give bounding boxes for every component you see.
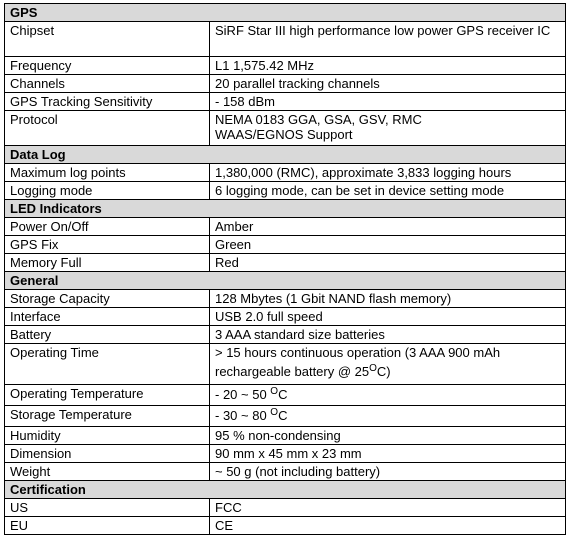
row-label: Humidity: [5, 427, 210, 445]
row-value-line: [215, 360, 561, 384]
section-title: LED Indicators: [5, 200, 566, 218]
row-label: Channels: [5, 75, 210, 93]
section-led: [5, 200, 566, 218]
row-maxlog: [5, 164, 566, 182]
row-stotemp: [5, 406, 566, 427]
section-datalog: [5, 146, 566, 164]
row-label: Dimension: [5, 445, 210, 463]
section-certification: [5, 481, 566, 499]
row-value: [210, 385, 566, 406]
degree-superscript: O: [369, 363, 377, 374]
row-label: Weight: [5, 463, 210, 481]
row-value-line: WAAS/EGNOS Support: [215, 127, 353, 142]
row-value: - 158 dBm: [210, 93, 566, 111]
row-dimension: [5, 445, 566, 463]
degree-superscript: O: [270, 407, 279, 418]
row-value: [210, 111, 566, 146]
section-title: Data Log: [5, 146, 566, 164]
row-battery: [5, 326, 566, 344]
row-label: US: [5, 499, 210, 517]
value-text: C): [376, 364, 391, 379]
row-value: L1 1,575.42 MHz: [210, 57, 566, 75]
row-frequency: [5, 57, 566, 75]
value-text: rechargeable battery @ 25: [215, 364, 370, 379]
row-label: Storage Temperature: [5, 406, 210, 427]
row-value-line: NEMA 0183 GGA, GSA, GSV, RMC: [215, 112, 422, 127]
row-value: CE: [210, 517, 566, 535]
row-value: SiRF Star III high performance low power GPS receiver IC: [210, 22, 566, 57]
row-interface: [5, 308, 566, 326]
row-label: Interface: [5, 308, 210, 326]
row-label: GPS Fix: [5, 236, 210, 254]
section-title: General: [5, 272, 566, 290]
row-value: USB 2.0 full speed: [210, 308, 566, 326]
row-logmode: [5, 182, 566, 200]
row-us: [5, 499, 566, 517]
row-value: Red: [210, 254, 566, 272]
row-eu: [5, 517, 566, 535]
row-sensitivity: [5, 93, 566, 111]
row-value: 90 mm x 45 mm x 23 mm: [210, 445, 566, 463]
row-label: Logging mode: [5, 182, 210, 200]
value-text: C: [278, 387, 288, 402]
row-value: 95 % non-condensing: [210, 427, 566, 445]
row-value: FCC: [210, 499, 566, 517]
row-label: Power On/Off: [5, 218, 210, 236]
row-value: 3 AAA standard size batteries: [210, 326, 566, 344]
row-label: Operating Time: [5, 344, 210, 385]
row-label: Operating Temperature: [5, 385, 210, 406]
row-humidity: [5, 427, 566, 445]
row-value: Amber: [210, 218, 566, 236]
row-label: Battery: [5, 326, 210, 344]
section-title: Certification: [5, 481, 566, 499]
row-label: Maximum log points: [5, 164, 210, 182]
value-text: C: [278, 408, 288, 423]
row-memfull: [5, 254, 566, 272]
row-value-line: > 15 hours continuous operation (3 AAA 900 mAh: [215, 345, 501, 360]
row-optime: [5, 344, 566, 385]
row-value: 1,380,000 (RMC), approximate 3,833 logging hours: [210, 164, 566, 182]
row-value: Green: [210, 236, 566, 254]
row-storage: [5, 290, 566, 308]
row-label: GPS Tracking Sensitivity: [5, 93, 210, 111]
row-value: 20 parallel tracking channels: [210, 75, 566, 93]
spec-table-container: [4, 3, 566, 535]
row-value: 6 logging mode, can be set in device setting mode: [210, 182, 566, 200]
row-label: Protocol: [5, 111, 210, 146]
degree-superscript: O: [270, 386, 279, 397]
value-text: - 30 ~ 80: [215, 408, 271, 423]
row-label: Frequency: [5, 57, 210, 75]
row-power: [5, 218, 566, 236]
row-chipset: [5, 22, 566, 57]
row-channels: [5, 75, 566, 93]
row-value: ~ 50 g (not including battery): [210, 463, 566, 481]
row-protocol: [5, 111, 566, 146]
spec-table: [4, 3, 566, 535]
section-general: [5, 272, 566, 290]
row-weight: [5, 463, 566, 481]
section-title: GPS: [5, 4, 566, 22]
row-value: 128 Mbytes (1 Gbit NAND flash memory): [210, 290, 566, 308]
value-text: - 20 ~ 50: [215, 387, 271, 402]
section-gps: [5, 4, 566, 22]
row-value: [210, 344, 566, 385]
row-label: Chipset: [5, 22, 210, 57]
row-label: Memory Full: [5, 254, 210, 272]
row-gpsfix: [5, 236, 566, 254]
row-value: [210, 406, 566, 427]
row-label: Storage Capacity: [5, 290, 210, 308]
row-optemp: [5, 385, 566, 406]
row-label: EU: [5, 517, 210, 535]
